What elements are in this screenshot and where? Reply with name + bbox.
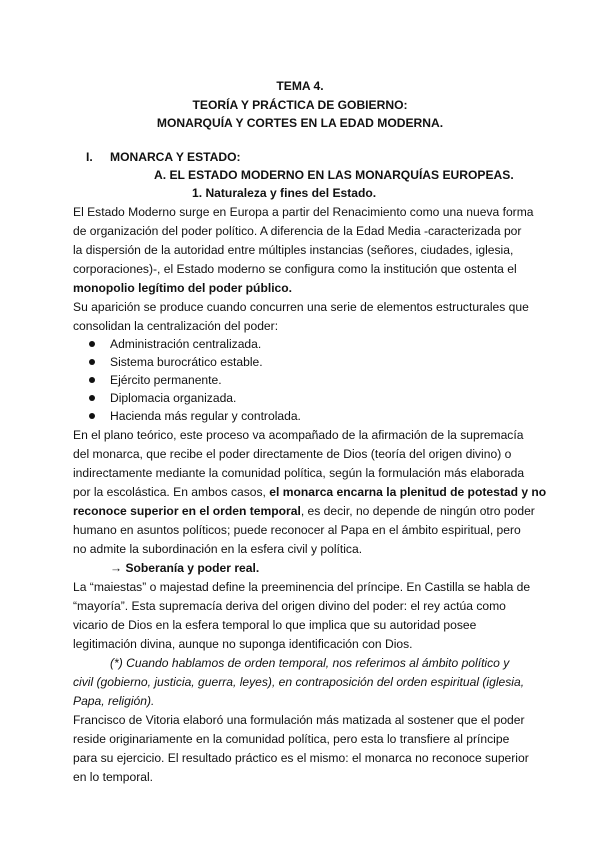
bullet-icon <box>89 413 95 419</box>
para1-line: la dispersión de la autoridad entre múltiples instancias (señores, ciudades, iglesia, <box>73 243 514 257</box>
para1-line: corporaciones)-, el Estado moderno se configura como la institución que ostenta el <box>73 262 517 276</box>
bullet-item: Administración centralizada. <box>110 337 262 351</box>
para5-line: Francisco de Vitoria elaboró una formulación más matizada al sostener que el poder <box>73 713 525 727</box>
section-number: I. <box>86 150 93 164</box>
note-line: Papa, religión). <box>73 694 155 708</box>
bullet-icon <box>89 395 95 401</box>
para4-line: vicario de Dios en la esfera temporal lo que implica que su autoridad posee <box>73 618 477 632</box>
bullet-icon <box>89 377 95 383</box>
para3-line: humano en asuntos políticos; puede reconocer al Papa en el ámbito espiritual, pero <box>73 523 521 537</box>
para4-line: “mayoría”. Esta supremacía deriva del origen divino del poder: el rey actúa como <box>73 599 506 613</box>
title-line-1: TEORÍA Y PRÁCTICA DE GOBIERNO: <box>192 97 408 112</box>
para1-line: El Estado Moderno surge en Europa a partir del Renacimiento como una nueva forma <box>73 205 534 219</box>
bullet-icon <box>89 359 95 365</box>
para3-line <box>73 483 546 501</box>
para3-line: En el plano teórico, este proceso va acompañado de la afirmación de la supremacía <box>73 428 524 442</box>
bullet-item: Ejército permanente. <box>110 373 222 387</box>
para5-line: en lo temporal. <box>73 770 153 784</box>
para3-text: , es decir, no depende de ningún otro poder <box>300 504 535 518</box>
soberania-label: Soberanía y poder real. <box>125 561 260 575</box>
para3-bold-text: reconoce superior en el orden temporal <box>73 504 301 518</box>
document-header <box>0 77 600 133</box>
para2-line: Su aparición se produce cuando concurren una serie de elementos estructurales que <box>73 300 529 314</box>
para4-line: legitimación divina, aunque no suponga identificación con Dios. <box>73 637 413 651</box>
bullet-item: Diplomacia organizada. <box>110 391 237 405</box>
subsection-1-heading: 1. Naturaleza y fines del Estado. <box>192 186 377 200</box>
para1-line-bold: monopolio legítimo del poder público. <box>73 281 293 295</box>
para1-line: de organización del poder político. A diferencia de la Edad Media -caracterizada por <box>73 224 522 238</box>
para3-line: indirectamente mediante la comunidad política, según la formulación más elaborada <box>73 466 525 480</box>
title-line-2: MONARQUÍA Y CORTES EN LA EDAD MODERNA. <box>156 116 444 130</box>
arrow-icon: → <box>110 561 123 575</box>
para5-line: para su ejercicio. El resultado práctico es el mismo: el monarca no reconoce superior <box>73 751 529 765</box>
note-line: civil (gobierno, justicia, guerra, leyes), en contraposición del orden espiritual (iglesia, <box>73 675 525 689</box>
para2-line: consolidan la centralización del poder: <box>73 319 279 333</box>
bullet-icon <box>89 341 95 347</box>
para4-line: La “maiestas” o majestad define la preeminencia del príncipe. En Castilla se habla de <box>73 580 531 594</box>
para3-bold-text: el monarca encarna la plenitud de potestad y no <box>269 485 547 499</box>
note-line: (*) Cuando hablamos de orden temporal, nos referimos al ámbito político y <box>110 656 510 670</box>
bullet-item: Sistema burocrático estable. <box>110 355 263 369</box>
para3-line <box>73 502 535 520</box>
para3-line: no admite la subordinación en la esfera civil y política. <box>73 542 363 556</box>
para3-line: del monarca, que recibe el poder directamente de Dios (teoría del origen divino) o <box>73 447 512 461</box>
soberania-heading <box>110 559 259 577</box>
para5-line: reside originariamente en la comunidad política, pero esta lo transfiere al príncipe <box>73 732 510 746</box>
bullet-item: Hacienda más regular y controlada. <box>110 409 301 423</box>
tema-number: TEMA 4. <box>276 79 324 93</box>
para3-text: por la escolástica. En ambos casos, <box>73 485 270 499</box>
section-heading: MONARCA Y ESTADO: <box>110 150 241 164</box>
subsection-a-heading: A. EL ESTADO MODERNO EN LAS MONARQUÍAS EUROPEAS. <box>154 168 514 182</box>
